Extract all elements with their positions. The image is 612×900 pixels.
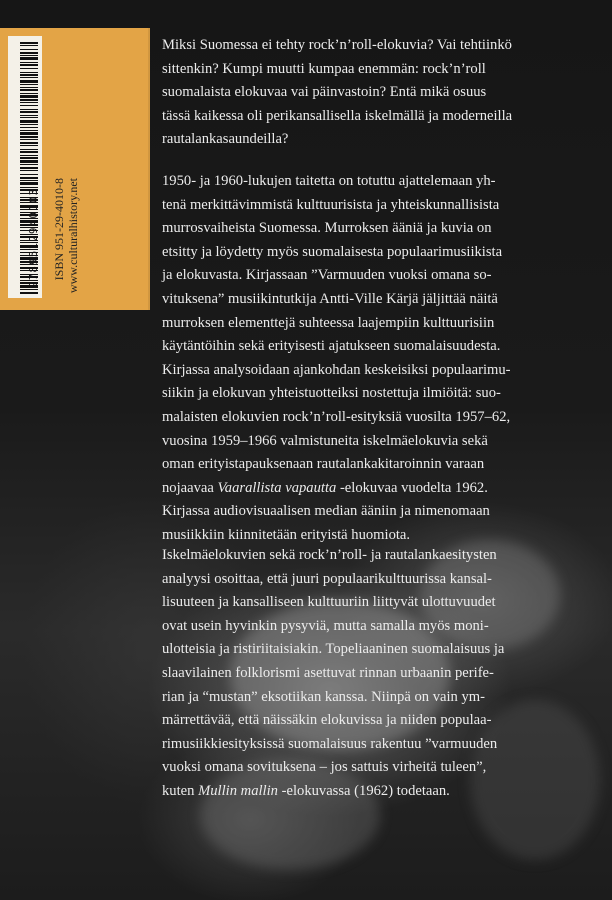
text-line: rian ja “mustan” eksotiikan kanssa. Niinpä on vain ym- [162,688,486,705]
text-line: lisuuteen ja kansalliseen kulttuuriin liittyvät ulottuvuudet [162,594,496,611]
text-line: vuosina 1959–1966 valmistuneita iskelmäelokuvia sekä [162,432,488,449]
text-line: suomalaista elokuvaa vai päinvastoin? Entä mikä osuus [162,84,487,101]
text-line: Kirjassa audiovisuaalisen median ääniin ja nimenomaan [162,503,490,520]
text-line: rautalankasaundeilla? [162,131,289,148]
text-fragment: kuten [162,782,195,799]
text-line: malaisten elokuvien rock’n’roll-esityksiä vuosilta 1957–62, [162,408,511,425]
text-line: käytäntöihin sekä erityisesti ajatukseen suomalaisuudesta. [162,338,501,355]
text-fragment: -elokuvassa (1962) todetaan. [281,782,450,799]
text-line: Miksi Suomessa ei tehty rock’n’roll-elokuvia? Vai tehtiinkö [162,37,512,53]
text-line: murroksen elementtejä suhteessa laajempiin kulttuurisiin [162,314,495,331]
text-line [162,780,596,804]
text-line: analyysi osoittaa, että juuri populaarikulttuurissa kansal- [162,570,492,587]
text-line: Iskelmäelokuvien sekä rock’n’roll- ja rautalankaesitysten [162,547,497,563]
isbn-number: ISBN 951-29-4010-8 [52,178,66,281]
text-line: oman erityistapauksenaan rautalankakitaroinnin varaan [162,456,485,473]
intro-paragraph [162,34,596,152]
text-line: vuoksi omana sovituksena – jos sattuis virheitä tuleen”, [162,759,487,776]
text-line: tässä kaikessa oli perikansallisella iskelmällä ja moderneilla [162,107,513,124]
film-title: Mullin mallin [198,782,278,799]
text-line [162,477,596,501]
text-line: ja elokuvasta. Kirjassaan ”Varmuuden vuoksi omana so- [162,267,492,284]
text-line: 1950- ja 1960-lukujen taitetta on totuttu ajattelemaan yh- [162,173,496,189]
text-line: vituksena” musiikintutkija Antti-Ville Kärjä jäljittää näitä [162,290,498,307]
barcode-bar [20,292,38,294]
text-line: Kirjassa analysoidaan ajankohdan keskeisiksi populaarimu- [162,361,511,378]
text-line: sittenkin? Kumpi muutti kumpaa enemmän: rock’n’roll [162,60,486,77]
barcode-bar [20,289,38,290]
text-line: ulotteisia ja ristiriitaisiakin. Topeliaaninen suomalaisuus ja [162,641,505,658]
isbn-panel [0,28,150,310]
text-line: tenä merkittävimmistä kulttuurisista ja yhteiskunnallisista [162,196,500,213]
analysis-paragraph [162,544,596,804]
publisher-url: www.culturalhistory.net [66,178,80,294]
text-line: ovat usein hyvinkin pysyviä, mutta samalla myös moni- [162,617,489,634]
text-line: slaavilainen folklorismi asettuvat rinnan urbaanin perife- [162,664,494,681]
text-line: etsitty ja löydetty myös suomalaisesta populaarimusiikista [162,243,503,260]
text-line: märrettävää, että näissäkin elokuvissa ja niiden populaa- [162,712,492,729]
film-title: Vaarallista vapautta [217,479,337,496]
barcode-digits: 9789512940103 [28,187,40,288]
text-fragment: -elokuvaa vuodelta 1962. [336,479,488,496]
description-paragraph [162,170,596,548]
text-line: rimusiikkiesityksissä suomalaisuus rakentuu ”varmuuden [162,735,498,752]
text-line: murrosvaiheista Suomessa. Murroksen ääniä ja kuvia on [162,220,492,237]
text-fragment: nojaavaa [162,479,214,496]
text-line: musiikkiin kiinnitetään erityistä huomiota. [162,526,411,543]
text-line: siikin ja elokuvan yhteistuotteiksi nostettuja ilmiöitä: suo- [162,385,501,402]
